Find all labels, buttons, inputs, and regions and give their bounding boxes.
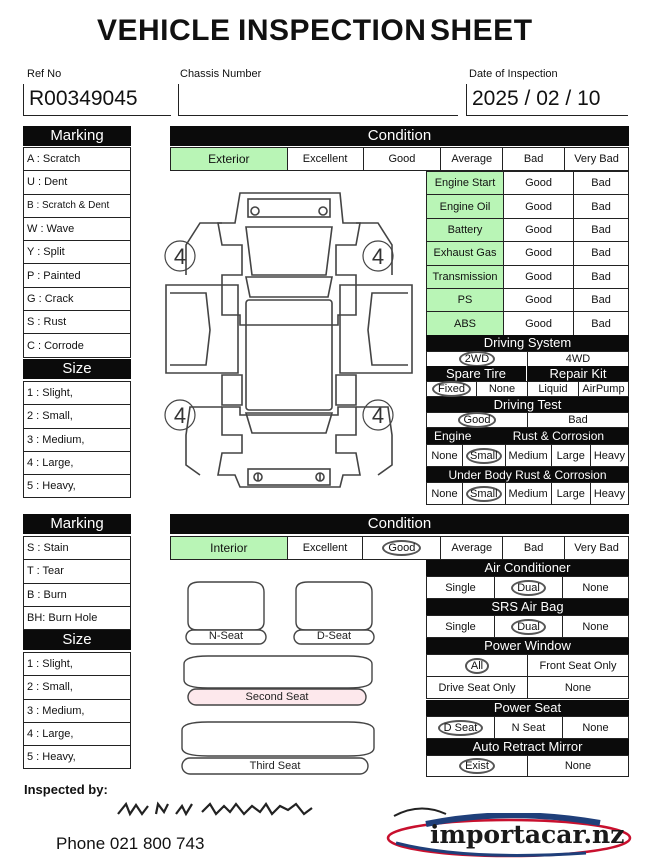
spare-tire-none[interactable]: None	[477, 382, 528, 397]
ext-rating-option[interactable]: Bad	[503, 148, 565, 171]
engine-rust-t1: Engine	[434, 429, 472, 443]
check-label: Exhaust Gas	[427, 242, 504, 265]
power-window-all[interactable]: All	[465, 658, 489, 674]
seat-third-label: Third Seat	[249, 760, 301, 772]
mirror-options	[426, 755, 629, 777]
ext-marking-item: B : Scratch & Dent	[24, 194, 131, 217]
power-window-front[interactable]: Front Seat Only	[528, 655, 629, 677]
mirror-none[interactable]: None	[528, 756, 629, 777]
title-word-1: VEHICLE	[97, 14, 231, 47]
chassis-field[interactable]	[178, 84, 458, 116]
srs-none[interactable]: None	[563, 616, 629, 638]
int-marking-item: T : Tear	[24, 560, 131, 583]
driving-test-options	[426, 412, 629, 428]
under-body-heavy[interactable]: Heavy	[590, 483, 628, 505]
spare-repair-options	[426, 381, 629, 397]
int-marking-title: Marking	[23, 514, 131, 534]
int-size-item: 1 : Slight,	[24, 653, 131, 676]
date-field[interactable]: 2025 / 02 / 10	[466, 84, 628, 116]
driving-system-options	[426, 351, 629, 367]
check-good[interactable]: Good	[504, 265, 574, 288]
ext-rating-option[interactable]: Very Bad	[565, 148, 629, 171]
check-good[interactable]: Good	[504, 195, 574, 218]
int-marking-item: B : Burn	[24, 583, 131, 606]
int-size-title: Size	[23, 630, 131, 650]
ext-rating-option[interactable]: Average	[441, 148, 503, 171]
srs-options	[426, 615, 629, 638]
ext-size-title: Size	[23, 359, 131, 379]
check-good[interactable]: Good	[504, 242, 574, 265]
power-window-options	[426, 654, 629, 699]
check-bad[interactable]: Bad	[574, 312, 629, 335]
under-body-small[interactable]: Small	[466, 486, 502, 502]
phone-number: Phone 021 800 743	[56, 834, 205, 853]
mirror-exist[interactable]: Exist	[459, 758, 495, 774]
repair-kit-title: Repair Kit	[527, 366, 629, 382]
srs-title: SRS Air Bag	[426, 599, 629, 615]
engine-rust-options	[426, 444, 629, 467]
ext-size-item: 1 : Slight,	[24, 382, 131, 405]
srs-dual[interactable]: Dual	[511, 619, 546, 635]
int-marking-item: BH: Burn Hole	[24, 606, 131, 629]
driving-system-2wd[interactable]: 2WD	[459, 351, 495, 367]
ext-marking-item: G : Crack	[24, 287, 131, 310]
mechanical-checks	[426, 171, 629, 336]
under-body-title: Under Body Rust & Corrosion	[426, 467, 629, 483]
engine-rust-title	[426, 428, 629, 444]
check-bad[interactable]: Bad	[574, 172, 629, 195]
power-window-title: Power Window	[426, 638, 629, 654]
int-rating-option[interactable]: Very Bad	[565, 537, 629, 560]
tyre-mark-rear-left: 4	[173, 403, 187, 428]
driving-system-4wd[interactable]: 4WD	[528, 352, 629, 367]
title-word-3: SHEET	[430, 14, 533, 47]
int-rating-option[interactable]: Bad	[503, 537, 565, 560]
engine-rust-small[interactable]: Small	[466, 448, 502, 464]
driving-test-bad[interactable]: Bad	[528, 413, 629, 428]
check-bad[interactable]: Bad	[574, 195, 629, 218]
int-condition-title: Condition	[170, 514, 629, 534]
ext-marking-item: Y : Split	[24, 241, 131, 264]
spare-tire-title: Spare Tire	[426, 366, 527, 382]
brand-logo[interactable]	[386, 813, 632, 859]
car-exterior-diagram[interactable]	[160, 175, 418, 495]
ext-marking-item: S : Rust	[24, 311, 131, 334]
chassis-label: Chassis Number	[180, 68, 262, 80]
int-size-item: 2 : Small,	[24, 676, 131, 699]
engine-rust-heavy[interactable]: Heavy	[590, 445, 628, 467]
check-good[interactable]: Good	[504, 312, 574, 335]
under-body-medium[interactable]: Medium	[505, 483, 551, 505]
int-size-list	[23, 652, 131, 769]
check-bad[interactable]: Bad	[574, 218, 629, 241]
repair-kit-liquid[interactable]: Liquid	[528, 382, 579, 397]
ext-size-list	[23, 381, 131, 498]
int-rating-option[interactable]: Average	[441, 537, 503, 560]
tyre-mark-front-right: 4	[371, 244, 385, 269]
spare-tire-fixed[interactable]: Fixed	[432, 381, 471, 397]
check-label: PS	[427, 288, 504, 311]
repair-kit-airpump[interactable]: AirPump	[579, 382, 629, 397]
inspected-by-label: Inspected by:	[24, 782, 108, 797]
int-marking-item: S : Stain	[24, 537, 131, 560]
int-rating-option[interactable]: Excellent	[287, 537, 363, 560]
check-good[interactable]: Good	[504, 288, 574, 311]
power-seat-none[interactable]: None	[563, 717, 629, 739]
check-bad[interactable]: Bad	[574, 288, 629, 311]
power-seat-title: Power Seat	[426, 700, 629, 716]
engine-rust-none[interactable]: None	[427, 445, 463, 467]
check-bad[interactable]: Bad	[574, 265, 629, 288]
check-bad[interactable]: Bad	[574, 242, 629, 265]
check-good[interactable]: Good	[504, 172, 574, 195]
ref-label: Ref No	[27, 68, 62, 80]
ext-rating-option[interactable]: Good	[363, 148, 441, 171]
power-window-none[interactable]: None	[528, 677, 629, 699]
seat-n-label: N-Seat	[208, 630, 244, 642]
int-rating-option[interactable]: Good	[382, 540, 421, 556]
signature	[112, 800, 332, 818]
ext-marking-item: P : Painted	[24, 264, 131, 287]
ext-size-item: 2 : Small,	[24, 405, 131, 428]
ext-marking-list	[23, 147, 131, 358]
under-body-large[interactable]: Large	[551, 483, 590, 505]
power-seat-n[interactable]: N Seat	[495, 717, 563, 739]
ext-marking-item: W : Wave	[24, 217, 131, 240]
ext-rating-row	[170, 147, 629, 171]
int-size-item: 5 : Heavy,	[24, 746, 131, 769]
seat-d-label: D-Seat	[316, 630, 352, 642]
tyre-mark-rear-right: 4	[371, 403, 385, 428]
srs-single[interactable]: Single	[427, 616, 495, 638]
check-label: ABS	[427, 312, 504, 335]
driving-test-title: Driving Test	[426, 397, 629, 413]
driving-system-title: Driving System	[426, 335, 629, 351]
power-seat-d[interactable]: D Seat	[438, 720, 484, 736]
ext-marking-title: Marking	[23, 126, 131, 146]
check-label: Battery	[427, 218, 504, 241]
ext-size-item: 3 : Medium,	[24, 428, 131, 451]
ext-marking-item: C : Corrode	[24, 334, 131, 357]
check-good[interactable]: Good	[504, 218, 574, 241]
engine-rust-large[interactable]: Large	[551, 445, 590, 467]
ext-marking-item: A : Scratch	[24, 148, 131, 171]
ref-field[interactable]: R00349045	[23, 84, 171, 116]
check-label: Transmission	[427, 265, 504, 288]
title-word-2: INSPECTION	[238, 14, 427, 47]
driving-test-good[interactable]: Good	[458, 412, 497, 428]
ext-rating-label: Exterior	[171, 148, 288, 171]
tyre-mark-front-left: 4	[173, 244, 187, 269]
power-seat-options	[426, 716, 629, 739]
int-marking-list	[23, 536, 131, 630]
air-conditioner-options	[426, 576, 629, 599]
under-body-options	[426, 482, 629, 505]
ext-rating-option[interactable]: Excellent	[287, 148, 363, 171]
int-rating-row	[170, 536, 629, 560]
mirror-title: Auto Retract Mirror	[426, 739, 629, 755]
int-rating-label: Interior	[171, 537, 288, 560]
date-label: Date of Inspection	[469, 68, 558, 80]
ext-size-item: 5 : Heavy,	[24, 475, 131, 498]
ext-size-item: 4 : Large,	[24, 451, 131, 474]
int-size-item: 4 : Large,	[24, 722, 131, 745]
brand-logo-text: importacar.nz	[430, 820, 625, 849]
check-label: Engine Oil	[427, 195, 504, 218]
ext-condition-title: Condition	[170, 126, 629, 146]
ac-none[interactable]: None	[563, 577, 629, 599]
air-conditioner-title: Air Conditioner	[426, 560, 629, 576]
engine-rust-medium[interactable]: Medium	[505, 445, 551, 467]
seat-diagram[interactable]	[178, 578, 378, 778]
seat-second-label: Second Seat	[245, 691, 309, 703]
int-size-item: 3 : Medium,	[24, 699, 131, 722]
under-body-none[interactable]: None	[427, 483, 463, 505]
ext-marking-item: U : Dent	[24, 171, 131, 194]
ac-single[interactable]: Single	[427, 577, 495, 599]
power-window-drive[interactable]: Drive Seat Only	[427, 677, 528, 699]
engine-rust-t2: Rust & Corrosion	[512, 429, 605, 443]
ac-dual[interactable]: Dual	[511, 580, 546, 596]
check-label: Engine Start	[427, 172, 504, 195]
